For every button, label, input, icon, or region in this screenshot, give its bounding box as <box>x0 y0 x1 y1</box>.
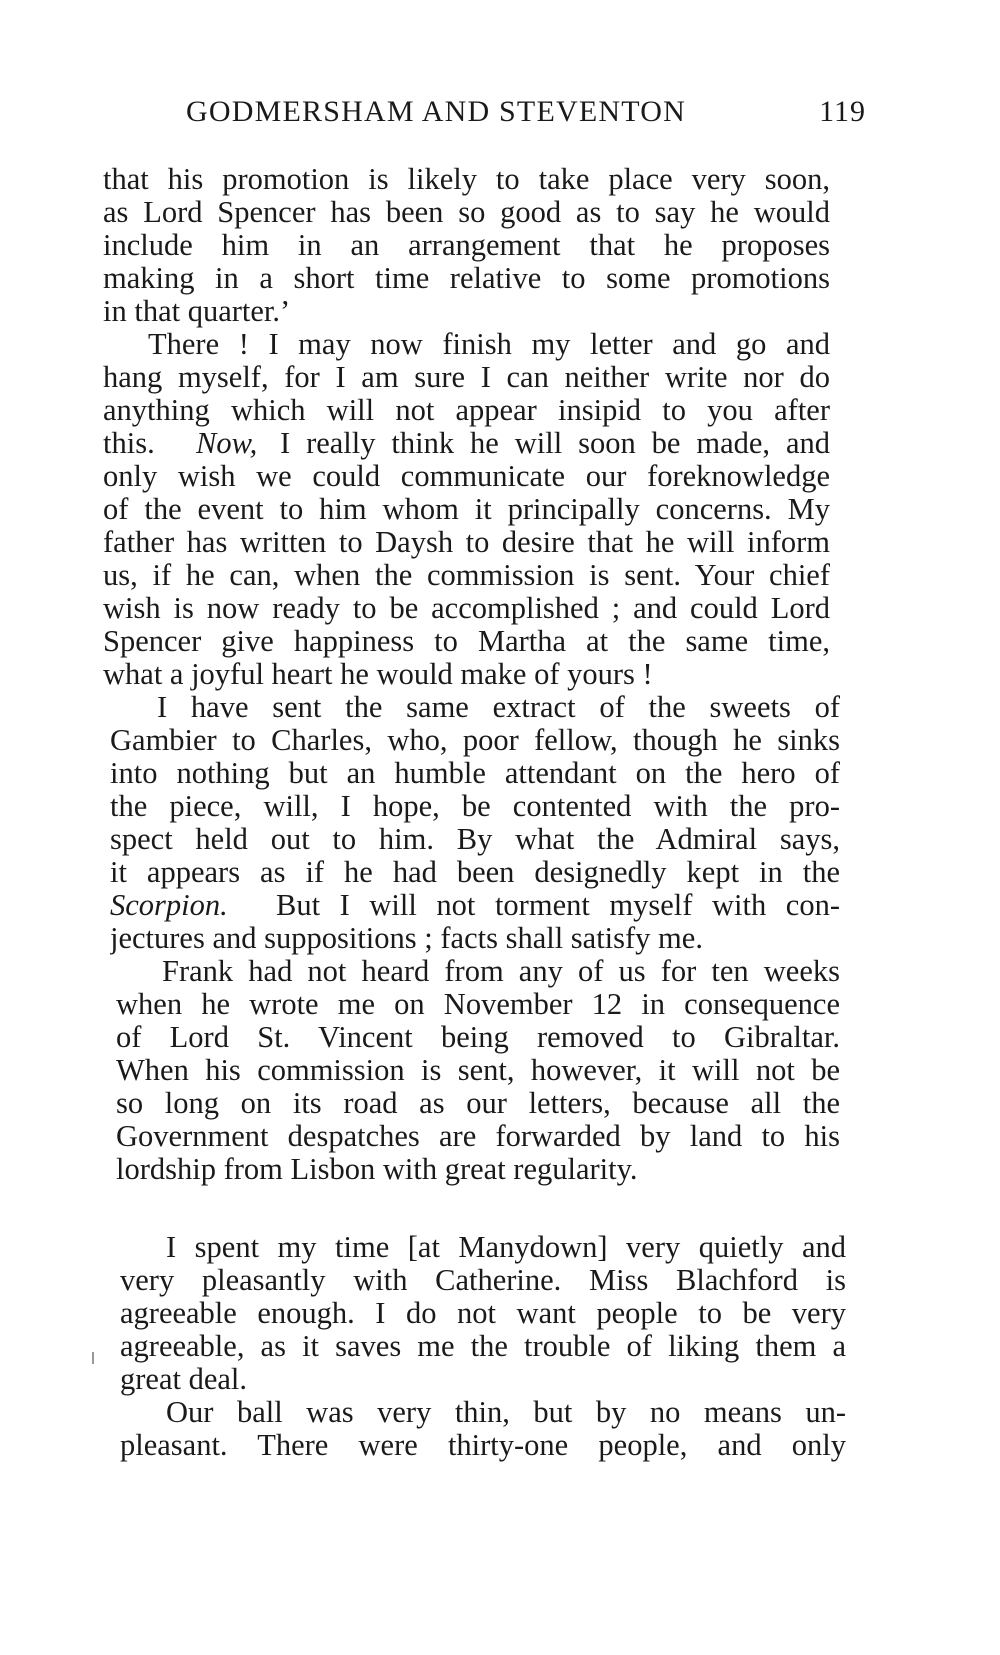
text-line: in that quarter.’ <box>103 295 291 328</box>
margin-mark <box>92 1352 94 1364</box>
text-line: Frank had not heard from any of us for ten weeks <box>162 955 840 988</box>
text-line: include him in an arrangement that he proposes <box>103 229 830 262</box>
text-line: anything which will not appear insipid to you after <box>103 394 830 427</box>
page-header <box>186 92 866 132</box>
text-line: When his commission is sent, however, it will not be <box>116 1054 840 1087</box>
text-line: But I will not torment myself with con- <box>276 889 840 922</box>
text-line: great deal. <box>120 1363 248 1396</box>
text-line: agreeable enough. I do not want people to be very <box>120 1297 846 1330</box>
text-line: Gambier to Charles, who, poor fellow, though he sinks <box>110 724 840 757</box>
text-line: so long on its road as our letters, because all the <box>116 1087 840 1120</box>
text-line: of Lord St. Vincent being removed to Gibraltar. <box>116 1021 840 1054</box>
text-line: into nothing but an humble attendant on the hero of <box>110 757 840 790</box>
text-line: the piece, will, I hope, be contented with the pro- <box>110 790 840 823</box>
text-line: I really think he will soon be made, and <box>280 427 830 460</box>
running-title: GODMERSHAM AND STEVENTON <box>186 95 686 128</box>
text-line: Government despatches are forwarded by land to his <box>116 1120 840 1153</box>
text-line: I have sent the same extract of the sweets of <box>157 691 840 724</box>
text-line: when he wrote me on November 12 in consequence <box>116 988 840 1021</box>
text-line: very pleasantly with Catherine. Miss Blachford is <box>120 1264 846 1297</box>
text-line: lordship from Lisbon with great regularity. <box>116 1153 638 1186</box>
text-line: There ! I may now finish my letter and go and <box>148 328 830 361</box>
text-line: as Lord Spencer has been so good as to say he would <box>103 196 830 229</box>
text-line: pleasant. There were thirty-one people, and only <box>120 1429 846 1462</box>
text-line: this. <box>103 427 155 460</box>
text-line: I spent my time [at Manydown] very quietly and <box>166 1231 846 1264</box>
text-line: what a joyful heart he would make of yours ! <box>103 658 653 691</box>
text-line: father has written to Daysh to desire that he will inform <box>103 526 830 559</box>
text-line: that his promotion is likely to take place very soon, <box>103 163 830 196</box>
text-line: us, if he can, when the commission is sent. Your chief <box>103 559 830 592</box>
text-line: wish is now ready to be accomplished ; and could Lord <box>103 592 830 625</box>
text-line: jectures and suppositions ; facts shall satisfy me. <box>110 922 703 955</box>
text-line: spect held out to him. By what the Admiral says, <box>110 823 840 856</box>
text-line: making in a short time relative to some promotions <box>103 262 830 295</box>
ship-name: Scorpion. <box>110 889 228 922</box>
text-line: Spencer give happiness to Martha at the same time, <box>103 625 830 658</box>
text-line: agreeable, as it saves me the trouble of liking them a <box>120 1330 846 1363</box>
page-number: 119 <box>819 95 866 128</box>
text-line: Our ball was very thin, but by no means un- <box>166 1396 846 1429</box>
text-line: hang myself, for I am sure I can neither write nor do <box>103 361 830 394</box>
text-line: it appears as if he had been designedly kept in the <box>110 856 840 889</box>
text-line: of the event to him whom it principally concerns. My <box>103 493 830 526</box>
text-line: only wish we could communicate our foreknowledge <box>103 460 830 493</box>
emphasis-word: Now, <box>196 427 258 460</box>
